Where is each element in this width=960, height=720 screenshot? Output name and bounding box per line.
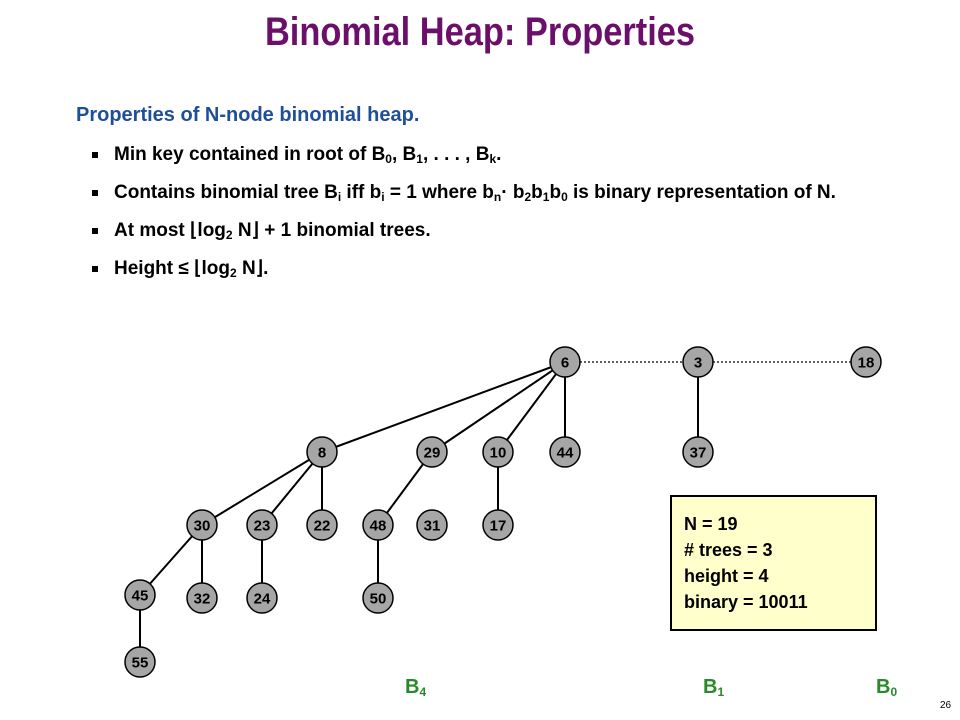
heap-node-6 xyxy=(550,347,580,377)
tree-label-b0: $B_0$ xyxy=(876,676,898,699)
heap-node-37 xyxy=(683,437,713,467)
bullet-text: b xyxy=(531,182,543,203)
heap-node-48 xyxy=(363,510,393,540)
bullet-text: = 1 where b xyxy=(384,182,494,203)
slide-title: Binomial Heap: Properties xyxy=(264,10,696,54)
heap-node-29 xyxy=(417,437,447,467)
bullet-text: , B xyxy=(391,144,417,165)
bullet-text: Height ≤ ⌊log xyxy=(114,258,230,279)
subscript: 2 xyxy=(524,190,532,204)
node-key: 30 xyxy=(193,517,211,535)
heap-node-45 xyxy=(125,580,155,610)
node-key: 17 xyxy=(489,517,507,535)
edge-n6-n8 xyxy=(322,362,565,452)
heap-node-23 xyxy=(247,510,277,540)
node-key: 3 xyxy=(693,354,703,372)
heap-node-30 xyxy=(187,510,217,540)
subscript: 1 xyxy=(542,190,550,204)
node-key: 48 xyxy=(369,517,387,535)
heap-node-31 xyxy=(417,510,447,540)
tree-label-b1: $B_1$ xyxy=(703,676,725,699)
heap-node-32 xyxy=(187,583,217,613)
subscript: k xyxy=(489,152,497,166)
bullet-text: is binary representation of N. xyxy=(567,182,836,203)
heap-node-3 xyxy=(683,347,713,377)
subscript: 0 xyxy=(561,190,568,204)
summary-height: height = 4 xyxy=(684,566,769,586)
bullet-text: Contains binomial tree B xyxy=(114,182,338,203)
subscript: 2 xyxy=(225,228,233,242)
node-key: 31 xyxy=(423,517,441,535)
tree-label-b4: $B_4$ xyxy=(405,676,427,699)
node-key: 55 xyxy=(131,654,149,672)
node-key: 50 xyxy=(369,590,387,608)
bullet-text: , . . . , B xyxy=(422,144,490,165)
bullet-text: . xyxy=(496,144,502,165)
node-key: 29 xyxy=(423,444,441,462)
node-key: 23 xyxy=(253,517,271,535)
bullet-text: iff b xyxy=(341,182,382,203)
page-number: 26 xyxy=(940,700,952,711)
heap-node-55 xyxy=(125,647,155,677)
bullet-text: b xyxy=(549,182,562,203)
heap-summary-box xyxy=(670,495,877,631)
heap-node-22 xyxy=(307,510,337,540)
node-key: 45 xyxy=(131,587,149,605)
edge-n6-n10 xyxy=(498,362,565,452)
subtitle: Properties of N-node binomial heap. xyxy=(76,104,420,126)
node-key: 37 xyxy=(689,444,707,462)
subscript: i xyxy=(337,190,342,204)
tree-edges xyxy=(140,362,698,662)
heap-node-44 xyxy=(550,437,580,467)
subscript: 2 xyxy=(230,266,237,280)
heap-node-18 xyxy=(851,347,881,377)
subscript: n xyxy=(493,190,502,204)
heap-node-50 xyxy=(363,583,393,613)
node-key: 8 xyxy=(317,444,327,462)
subscript: 0 xyxy=(385,152,392,166)
subscript: i xyxy=(381,190,385,204)
bullet-text: N⌋. xyxy=(236,258,269,279)
bullet-text: · b xyxy=(501,182,525,203)
heap-node-10 xyxy=(483,437,513,467)
bullet-text: N⌋ + 1 binomial trees. xyxy=(232,220,431,241)
node-key: 18 xyxy=(857,354,875,372)
subscript: 1 xyxy=(416,152,423,166)
bullet-text: Min key contained in root of B xyxy=(114,144,386,165)
node-key: 6 xyxy=(560,354,570,372)
node-key: 22 xyxy=(313,517,331,535)
heap-node-17 xyxy=(483,510,513,540)
summary-binary: binary = 10011 xyxy=(684,592,808,612)
node-key: 32 xyxy=(193,590,211,608)
summary-n: N = 19 xyxy=(684,514,738,534)
heap-node-24 xyxy=(247,583,277,613)
node-key: 24 xyxy=(253,590,271,608)
bullet-text: At most ⌊log xyxy=(114,220,226,241)
node-key: 10 xyxy=(489,444,507,462)
summary-trees: # trees = 3 xyxy=(684,540,773,560)
heap-node-8 xyxy=(307,437,337,467)
node-key: 44 xyxy=(556,444,574,462)
